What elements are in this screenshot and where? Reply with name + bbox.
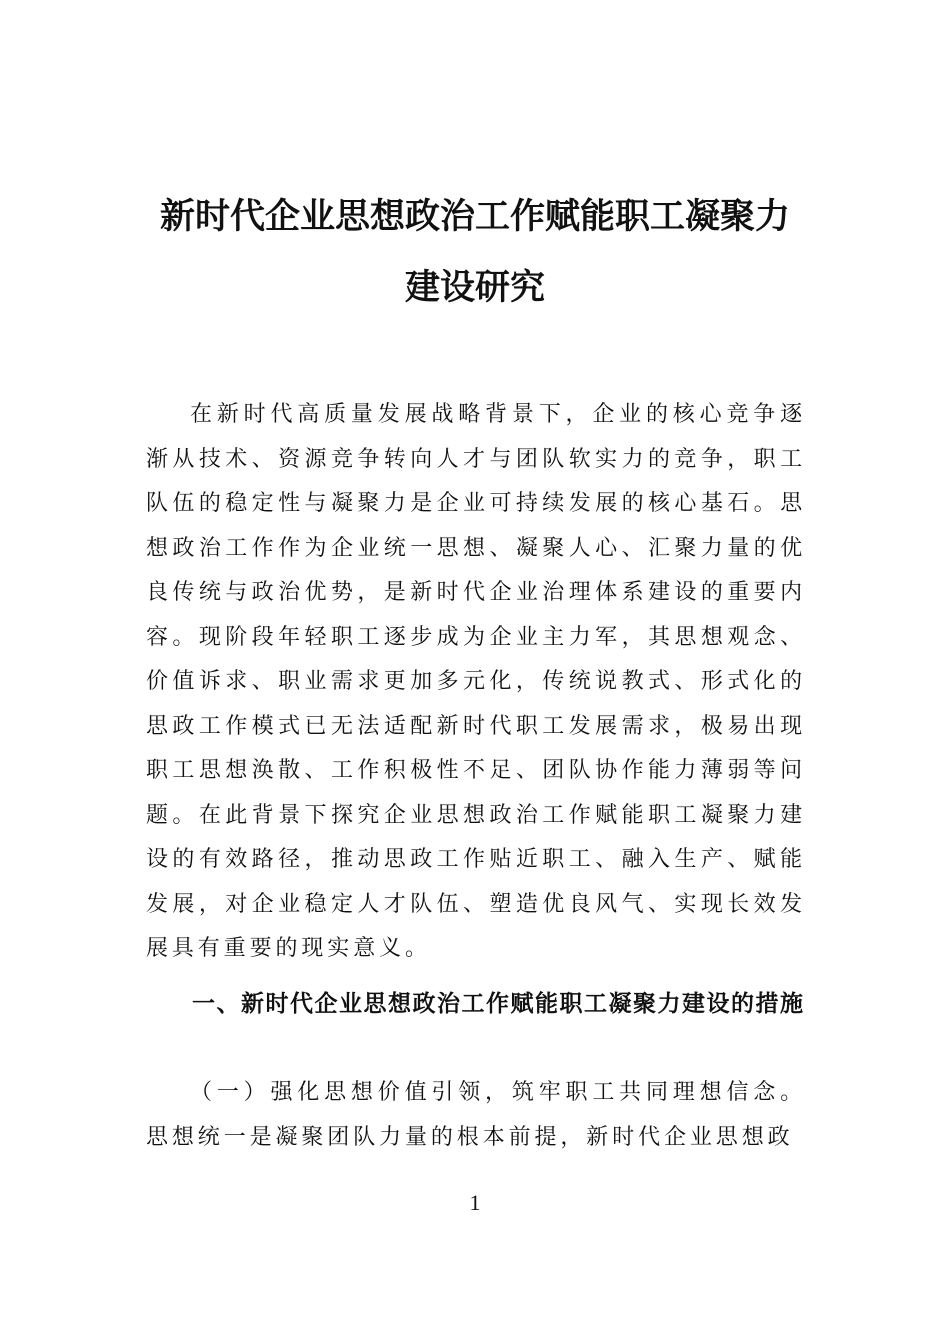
subsection-1-text: 思想统一是凝聚团队力量的根本前提，新时代企业思想政 [146, 1124, 794, 1150]
document-title-line-2: 建设研究 [404, 267, 545, 308]
subsection-1-heading: （一）强化思想价值引领，筑牢职工共同理想信念。 [190, 1080, 806, 1105]
section-1-heading: 一、新时代企业思想政治工作赋能职工凝聚力建设的措施 [192, 991, 805, 1017]
intro-paragraph: 在新时代高质量发展战略背景下，企业的核心竞争逐渐从技术、资源竞争转向人才与团队软实力的竞争，职工队伍的稳定性与凝聚力是企业可持续发展的核心基石。思想政治工作作为企业统一思想、凝聚人心、汇聚力量的优良传统与政治优势，是新时代企业治理体系建设的重要内容。现阶段年轻职工逐步成为企业主力军，其思想观念、价值诉求、职业需求更加多元化，传统说教式、形式化的思政工作模式已无法适配新时代职工发展需求，极易出现职工思想涣散、工作积极性不足、团队协作能力薄弱等问题。在此背景下探究企业思想政治工作赋能职工凝聚力建设的有效路径，推动思政工作贴近职工、融入生产、赋能发展，对企业稳定人才队伍、塑造优良风气、实现长效发展具有重要的现实意义。 [146, 402, 806, 961]
page-number: 1 [469, 1190, 481, 1215]
document-title-line-1: 新时代企业思想政治工作赋能职工凝聚力 [159, 196, 790, 237]
subsection-1-paragraph [146, 1071, 806, 1160]
